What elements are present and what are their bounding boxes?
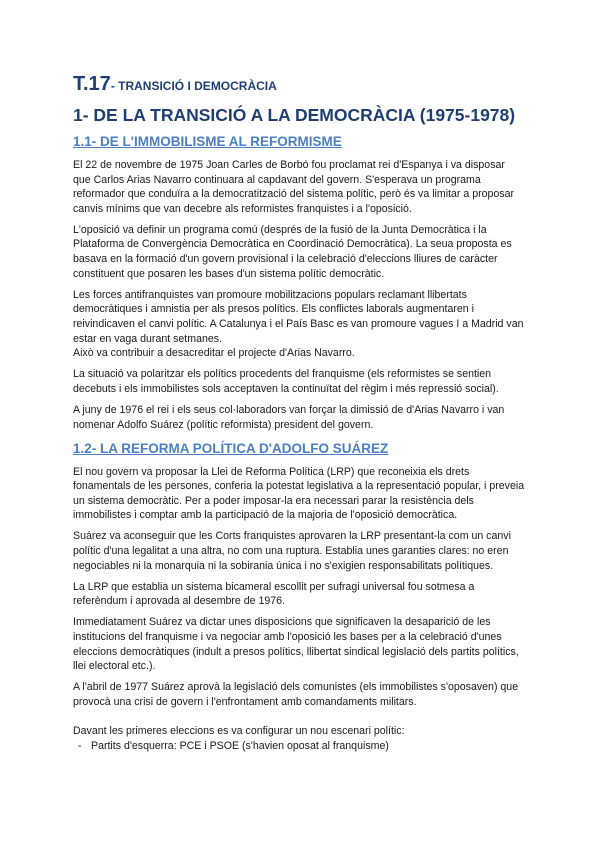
section-title: 1- DE LA TRANSICIÓ A LA DEMOCRÀCIA (1975-1978) [73,105,516,125]
paragraph: La situació va polaritzar els polítics procedents del franquisme (els reformistes se sentien decebuts i els immobilistes sols acceptaven la continuïtat del règim i més repressió social). [73,368,499,395]
topic-heading [73,72,525,98]
paragraph: Immediatament Suárez va dictar unes disposicions que significaven la desaparició de les institucions del franquisme i va negociar amb l'oposició les bases per a la celebració d'unes eleccions democràtiques (indult a presos polítics, llibertat sindical legislació dels partits polítics, llei electoral etc.). [73,616,519,673]
subsection-title-2: 1.2- LA REFORMA POLÍTICA D'ADOLFO SUÁREZ [73,440,389,456]
paragraph: El 22 de novembre de 1975 Joan Carles de Borbó fou proclamat rei d'Espanya i va disposar que Carlos Arias Navarro continuara al capdavant del govern. S'esperava un programa reformador que conduïra a la democratització del sistema polític, però és va limitar a proposar canvis mínims que van decebre als reformistes franquistes i a l'oposició. [73,159,515,215]
document-page [73,72,525,753]
list-item-text: Partits d'esquerra: PCE i PSOE (s'havien oposat al franquisme) [91,739,389,752]
paragraph: Això va contribuir a desacreditar el projecte d'Arias Navarro. [73,347,355,360]
topic-number: T.17 [73,73,111,95]
paragraph: El nou govern va proposar la Llei de Reforma Política (LRP) que reconeixia els drets fonamentals de les persones, conferia la potestat legislativa a la representació popular, i preveia un sistema democràtic. Per a poder imposar-la era necessari parar la resistència dels immobilistes i comptar amb la participació de la majoria de l'oposició democràtica. [73,465,525,522]
paragraph: Suárez va aconseguir que les Corts franquistes aprovaren la LRP presentant-la com un canvi polític d'una legalitat a una altra, no com una ruptura. Establia unes garanties clares: no eren negociables ni la monarquia ni la sobirania única i no s'exigien responsabilitats polítiques. [73,530,511,572]
topic-title: - TRANSICIÓ I DEMOCRÀCIA [110,79,277,93]
list-item [73,739,525,754]
paragraph: L'oposició va definir un programa comú (després de la fusió de la Junta Democràtica i la Plataforma de Convergència Democràtica en Coordinació Democràtica). La seua proposta es basava en la formació d'un govern provisional i la celebració d'eleccions lliures de caràcter constituent que posaren les bases d'un sistema polític democràtic. [73,223,512,280]
paragraph: Davant les primeres eleccions es va configurar un nou escenari polític: [73,725,405,737]
party-list [73,739,525,754]
paragraph: A l'abril de 1977 Suárez aprovà la legislació dels comunistes (els immobilistes s'oposaven) que provocà una crisi de govern i l'enfrontament amb comandaments militars. [73,681,519,708]
subsection-title-1: 1.1- DE L'IMMOBILISME AL REFORMISME [73,134,342,149]
paragraph: A juny de 1976 el rei i els seus col·laboradors van forçar la dimissió de d'Arias Navarro i van nomenar Adolfo Suárez (polític reformista) president del govern. [73,403,505,431]
paragraph: La LRP que establia un sistema bicameral escollit per sufragi universal fou sotmesa a referèndum i aprovada al desembre de 1976. [73,580,475,608]
paragraph: Les forces antifranquistes van promoure mobilitzacions populars reclamant llibertats democràtiques i amnistia per als presos polítics. Els conflictes laborals augmentaren i reivindicaven el canvi polític. A Catalunya i el País Basc es van promoure vagues I a Madrid van estar en vaga durant setmanes. [73,288,524,345]
list-dash: - [78,739,82,752]
